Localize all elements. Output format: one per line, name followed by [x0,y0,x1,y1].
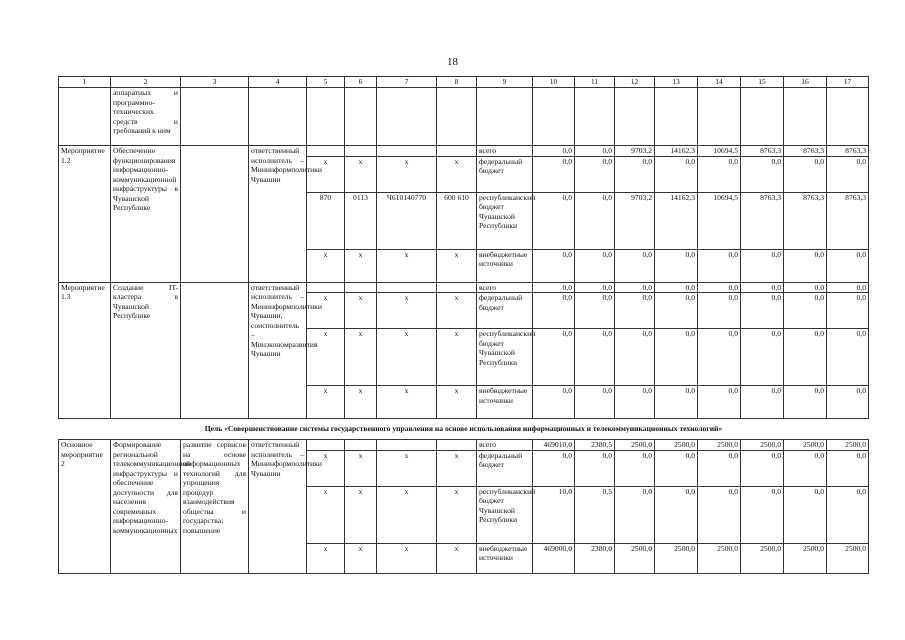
value-cell: 0,0 [741,450,784,486]
expense-group-cell: x [437,293,477,329]
grbs-cell [307,282,345,293]
value-cell: 14162,3 [655,146,698,157]
value-cell: 0,0 [827,282,869,293]
value-cell: 0,0 [533,386,575,419]
value-cell: 0,0 [615,450,655,486]
value-cell: 2380,0 [575,543,615,573]
value-cell: 2500,0 [615,440,655,451]
value-cell: 0,0 [827,486,869,543]
value-cell: 0,0 [784,329,827,386]
value-cell: 0,0 [655,293,698,329]
table-cell [477,88,533,146]
section-cell: x [345,450,377,486]
measure-name: Создание IT-кластера в Чувашской Республике [111,282,181,419]
measure-name: аппаратных и программно-технических средств и требований к ним [111,88,181,146]
value-cell: 0,0 [615,329,655,386]
table-cell [698,88,741,146]
value-cell: 0,0 [784,156,827,192]
value-cell: 0,0 [575,156,615,192]
grbs-cell: x [307,293,345,329]
target-article-cell [377,282,437,293]
value-cell: 2500,0 [655,440,698,451]
header-cell: 12 [615,77,655,88]
value-cell: 10694,5 [698,192,741,249]
section-cell: x [345,156,377,192]
value-cell: 0,0 [741,282,784,293]
target-article-cell: x [377,293,437,329]
target-article-cell: x [377,249,437,282]
value-cell: 0,0 [698,450,741,486]
value-cell: 10,0 [533,486,575,543]
funding-source: республиканский бюджет Чувашской Республики [477,329,533,386]
value-cell: 0,0 [784,386,827,419]
value-cell: 0,0 [827,329,869,386]
grbs-cell: x [307,249,345,282]
funding-source: федеральный бюджет [477,450,533,486]
value-cell: 0,0 [533,293,575,329]
expense-group-cell: x [437,450,477,486]
header-cell: 2 [111,77,181,88]
header-cell: 3 [181,77,249,88]
header-cell: 9 [477,77,533,88]
value-cell: 9703,2 [615,192,655,249]
target-article-cell: x [377,386,437,419]
value-cell: 0,0 [615,293,655,329]
table-cell [377,88,437,146]
value-cell: 2500,0 [827,543,869,573]
value-cell: 0,0 [533,249,575,282]
responsible: ответственный исполнитель – Мининформполитики Чувашии [249,440,307,574]
grbs-cell: x [307,329,345,386]
header-cell: 1 [59,77,111,88]
responsible: ответственный исполнитель – Мининформполитики Чувашии, соисполнитель – Минэкономразвития Чувашии [249,282,307,419]
value-cell: 469010,0 [533,440,575,451]
grbs-cell: 870 [307,192,345,249]
value-cell: 2500,0 [741,543,784,573]
value-cell: 0,0 [575,146,615,157]
measure-label: Мероприятие 1.2 [59,146,111,283]
table-cell [345,88,377,146]
section-cell [345,282,377,293]
goal-cell [181,146,249,283]
value-cell: 0,0 [784,450,827,486]
value-cell: 0,0 [575,386,615,419]
value-cell: 0,0 [741,249,784,282]
header-cell: 7 [377,77,437,88]
value-cell: 0,0 [698,293,741,329]
value-cell: 2500,0 [698,543,741,573]
target-article-cell: x [377,486,437,543]
expense-group-cell: x [437,156,477,192]
value-cell: 0,0 [655,486,698,543]
measure-label: Основное мероприятие 2 [59,440,111,574]
value-cell: 0,0 [575,293,615,329]
expense-group-cell [437,146,477,157]
funding-source: внебюджетные источники [477,386,533,419]
header-cell: 6 [345,77,377,88]
value-cell: 0,0 [741,386,784,419]
target-article-cell: x [377,156,437,192]
value-cell: 0,0 [741,329,784,386]
value-cell: 2380,5 [575,440,615,451]
value-cell: 2500,0 [698,440,741,451]
header-cell: 13 [655,77,698,88]
grbs-cell: x [307,156,345,192]
funding-source: федеральный бюджет [477,156,533,192]
target-article-cell: Ч610140770 [377,192,437,249]
budget-table [58,76,869,574]
expense-group-cell: x [437,543,477,573]
target-article-cell [377,440,437,451]
value-cell: 0,0 [698,249,741,282]
value-cell: 0,0 [698,386,741,419]
section-cell: x [345,386,377,419]
header-cell: 16 [784,77,827,88]
grbs-cell: x [307,486,345,543]
continuation-row [59,88,869,146]
value-cell: 0,0 [615,282,655,293]
measure-label: Мероприятие 1.3 [59,282,111,419]
table-row [59,146,869,157]
table-row [59,282,869,293]
header-cell: 8 [437,77,477,88]
value-cell: 0,0 [655,282,698,293]
value-cell: 0,0 [533,146,575,157]
measure-name: Обеспечение функционирования информационно-коммуникационной инфраструктуры в Чувашской Республике [111,146,181,283]
value-cell: 8763,3 [827,146,869,157]
header-cell: 10 [533,77,575,88]
value-cell: 0,0 [827,249,869,282]
value-cell: 0,0 [533,156,575,192]
expense-group-cell [437,282,477,293]
value-cell: 0,0 [655,386,698,419]
value-cell: 0,0 [615,156,655,192]
section-cell: x [345,486,377,543]
value-cell: 0,0 [615,249,655,282]
value-cell: 0,0 [575,282,615,293]
section-cell: x [345,293,377,329]
responsible: ответственный исполнитель – Мининформполитики Чувашии [249,146,307,283]
target-article-cell: x [377,450,437,486]
value-cell: 2500,0 [784,440,827,451]
grbs-cell [307,440,345,451]
value-cell: 0,0 [575,329,615,386]
value-cell: 0,0 [698,156,741,192]
value-cell: 0,5 [575,486,615,543]
value-cell: 0,0 [655,450,698,486]
goal-heading: Цель «Совершенствование системы государственного управления на основе использования информационных и телекоммуникационных технологий» [59,419,869,440]
value-cell: 0,0 [698,282,741,293]
funding-source: всего [477,146,533,157]
value-cell: 0,0 [655,249,698,282]
table-cell [615,88,655,146]
value-cell: 0,0 [533,450,575,486]
value-cell: 0,0 [741,486,784,543]
value-cell: 8763,3 [827,192,869,249]
section-cell: x [345,249,377,282]
value-cell: 2500,0 [615,543,655,573]
value-cell: 14162,3 [655,192,698,249]
funding-source: республиканский бюджет Чувашской Республики [477,486,533,543]
expense-group-cell: x [437,486,477,543]
value-cell: 0,0 [741,293,784,329]
value-cell: 8763,3 [741,146,784,157]
value-cell: 0,0 [533,282,575,293]
grbs-cell: x [307,543,345,573]
header-cell: 14 [698,77,741,88]
table-cell [437,88,477,146]
expense-group-cell: 600 610 [437,192,477,249]
grbs-cell: x [307,386,345,419]
value-cell: 0,0 [784,282,827,293]
table-cell [249,88,307,146]
table-cell [741,88,784,146]
table-cell [655,88,698,146]
section-cell [345,440,377,451]
value-cell: 9703,2 [615,146,655,157]
value-cell: 0,0 [575,192,615,249]
value-cell: 2500,0 [741,440,784,451]
section-cell: x [345,329,377,386]
value-cell: 0,0 [655,329,698,386]
value-cell: 0,0 [575,249,615,282]
funding-source: республиканский бюджет Чувашской Республики [477,192,533,249]
value-cell: 8763,3 [741,192,784,249]
expense-group-cell: x [437,249,477,282]
header-cell: 15 [741,77,784,88]
value-cell: 8763,3 [784,192,827,249]
page-number: 18 [447,56,458,68]
funding-source: федеральный бюджет [477,293,533,329]
target-article-cell: x [377,329,437,386]
funding-source: внебюджетные источники [477,249,533,282]
table-cell [59,88,111,146]
value-cell: 0,0 [698,329,741,386]
header-cell: 4 [249,77,307,88]
section-cell: 0113 [345,192,377,249]
value-cell: 469000,0 [533,543,575,573]
value-cell: 0,0 [615,486,655,543]
value-cell: 0,0 [827,386,869,419]
goal-cell: развитие сервисов на основе информационных технологий для упрощения процедур взаимодействия общества и государства; повышение [181,440,249,574]
value-cell: 0,0 [827,450,869,486]
section-cell: x [345,543,377,573]
table-cell [827,88,869,146]
value-cell: 2500,0 [827,440,869,451]
table-cell [784,88,827,146]
value-cell: 0,0 [575,450,615,486]
funding-source: всего [477,440,533,451]
value-cell: 0,0 [615,386,655,419]
value-cell: 0,0 [784,293,827,329]
header-row [59,77,869,88]
header-cell: 11 [575,77,615,88]
value-cell: 0,0 [784,486,827,543]
value-cell: 0,0 [655,156,698,192]
target-article-cell [377,146,437,157]
value-cell: 0,0 [533,192,575,249]
table-cell [307,88,345,146]
value-cell: 0,0 [784,249,827,282]
grbs-cell: x [307,450,345,486]
value-cell: 0,0 [741,156,784,192]
measure-name: Формирование региональной телекоммуникационной инфраструктуры и обеспечение доступности для населения современных информационно-коммуникационных [111,440,181,574]
value-cell: 0,0 [533,329,575,386]
value-cell: 2500,0 [655,543,698,573]
funding-source: внебюджетные источники [477,543,533,573]
funding-source: всего [477,282,533,293]
goal-cell [181,282,249,419]
table-row [59,440,869,451]
value-cell: 0,0 [827,156,869,192]
expense-group-cell: x [437,329,477,386]
value-cell: 2500,0 [784,543,827,573]
section-cell [345,146,377,157]
expense-group-cell: x [437,386,477,419]
expense-group-cell [437,440,477,451]
table-cell [533,88,575,146]
grbs-cell [307,146,345,157]
goal-row [59,419,869,440]
value-cell: 0,0 [698,486,741,543]
value-cell: 8763,3 [784,146,827,157]
target-article-cell: x [377,543,437,573]
table-cell [181,88,249,146]
value-cell: 10694,5 [698,146,741,157]
value-cell: 0,0 [827,293,869,329]
header-cell: 5 [307,77,345,88]
header-cell: 17 [827,77,869,88]
table-cell [575,88,615,146]
